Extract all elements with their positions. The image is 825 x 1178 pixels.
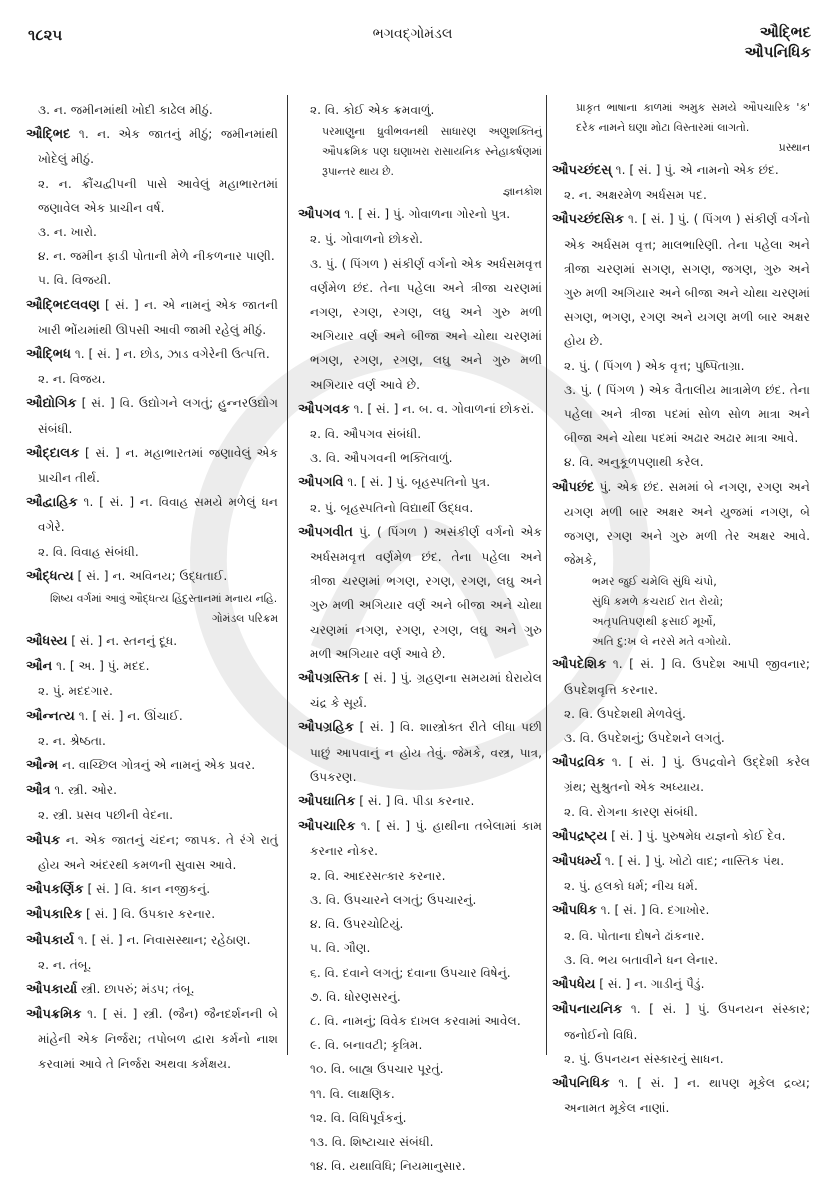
- definition: ૫. વિ. વિજયી.: [38, 273, 112, 288]
- definition: ૨. ન. વિજય.: [38, 372, 106, 387]
- sense-line: [26, 268, 278, 292]
- sense-line: [298, 422, 542, 446]
- sense-line: [298, 1057, 542, 1081]
- dictionary-entry: [298, 202, 542, 227]
- definition: ૧. [ સં. ] પું. ગોવાળના ગોરનો પુત્ર.: [340, 207, 511, 222]
- dictionary-entry: [298, 470, 542, 495]
- dictionary-entry: [26, 342, 278, 367]
- dictionary-entry: [26, 441, 278, 490]
- definition: ૨. વિ. ઔપગવ સંબંધી.: [310, 427, 422, 442]
- sense-line: [26, 803, 278, 827]
- definition: ૧. [ સં. ] વિ. દગાખોર.: [596, 903, 710, 918]
- sense-line: [298, 252, 542, 397]
- definition: ૨. ન. શ્રેષ્ઠતા.: [38, 733, 106, 748]
- definition: ૪. વિ. ઉપરચોટિયું.: [310, 917, 404, 932]
- headword: ઔપગવીત: [298, 524, 353, 540]
- sense-line: [552, 450, 810, 474]
- headword: ઔત્ર: [26, 783, 51, 799]
- definition: ૧૩. વિ. શિષ્ટાચાર સંબંધી.: [310, 1134, 434, 1149]
- headword: ઔપનાયનિક: [552, 1002, 623, 1018]
- dictionary-entry: [26, 977, 278, 1002]
- quote-text: શિષ્ય વર્ગમાં આવું ઔદ્ધત્ય હિંદુસ્તાનમાં મનાય નહિ.: [50, 592, 278, 606]
- sense-line: [552, 1047, 810, 1071]
- sense-line: [298, 912, 542, 936]
- dictionary-entry: [26, 928, 278, 953]
- sense-line: [552, 378, 810, 451]
- citation-quote: [26, 589, 278, 629]
- sense-line: [298, 227, 542, 251]
- definition: [ સં. ] વિ. કાન નજીકનું.: [83, 882, 211, 897]
- page-number: ૧૮૨૫: [28, 26, 63, 44]
- sense-line: [298, 936, 542, 960]
- sense-line: [552, 800, 810, 824]
- definition: [ સં. ] વિ. ઉપકાર કરનાર.: [82, 907, 216, 922]
- dictionary-entry: [298, 397, 542, 422]
- definition: ૧. [ સં. ] ન. ઊંચાઈ.: [74, 708, 183, 723]
- sense-line: [298, 1154, 542, 1178]
- dictionary-entry: [298, 520, 542, 666]
- headword: ઔદ્ભિદલવણ: [26, 297, 100, 313]
- definition: ૩. વિ. ભય બતાવીને ધન લેનાર.: [564, 952, 719, 967]
- dictionary-entry: [26, 490, 278, 539]
- column-1: [26, 98, 278, 1076]
- headword: ઔપકર્ણિક: [26, 882, 84, 898]
- sense-line: [298, 985, 542, 1009]
- sense-line: [26, 953, 278, 977]
- quote-text: પરમાણુના ધ્રુવીભવનથી સાધારણ અણુશક્તિનું ઔપક્રમિક પણ ઘણાખરા રાસાયનિક સ્નેહાકર્ષણમાં રૂપાન્તર થાય છે.: [322, 125, 542, 179]
- definition: ૩. ન. જમીનમાંથી ખોદી કાઢેલ મીઠું.: [38, 103, 213, 117]
- definition: ૧૨. વિ. વિધિપૂર્વકનું.: [310, 1110, 407, 1125]
- definition: ૧. [ સં. ] સ્ત્રી. (જૈન) જૈનદર્શનની બે માંહેની એક નિર્જરા; તપોબળ દ્વારા કર્મનો નાશ કરવામાં આવે તે નિર્જરા અથવા કર્મક્ષય.: [38, 1007, 278, 1071]
- dictionary-entry: [26, 902, 278, 927]
- definition: ૫. વિ. ગૌણ.: [310, 941, 371, 956]
- sense-line: [26, 367, 278, 391]
- definition: [ સં. ] વિ. શાસ્ત્રોક્ત રીતે લીધા પછી પાછું આપવાનું ન હોય તેવું. જેમકે, વસ્ત્ર, પાત્ર, ઉપકરણ.: [310, 720, 542, 784]
- dictionary-entry: [26, 753, 278, 778]
- sense-line: [552, 726, 810, 750]
- definition: ૪. વિ. અનુકૂળપણાથી કરેલ.: [564, 455, 704, 470]
- sense-line: [552, 924, 810, 948]
- dictionary-entry: [552, 750, 810, 799]
- definition: ન. એક જાતનું ચંદન; જાપક. તે રંગે રાતું હોય અને અંદરથી કમળની સુવાસ આવે.: [38, 832, 278, 872]
- definition: પું. ( પિંગળ ) અસંકીર્ણ વર્ગનો એક અર્ધસમવૃત્ત વર્ણમેળ છંદ. તેના પહેલા અને ત્રીજા ચરણમાં ભગણ, રગણ, રગણ, લઘુ અને ગુરુ મળી અગિયાર વર્ણ અને બીજા અને ચોથા ચરણમાં નગણ, રગણ, રગણ, લઘુ અને ગુરુ મળી અગિયાર વર્ણ આવે છે.: [310, 524, 542, 661]
- definition: ૩. પું. ( પિંગળ ) સંકીર્ણ વર્ગનો એક અર્ધસમવૃત્ત વર્ણમેળ છંદ. તેના પહેલા અને ત્રીજા ચરણમાં નગણ, રગણ, રગણ, લઘુ અને ગુરુ મળી અગિયાર વર્ણ અને બીજા અને ચોથા ચરણમાં ભગણ, રગણ, રગણ, લઘુ અને ગુરુ મળી અગિયાર વર્ણ આવે છે.: [310, 256, 542, 392]
- column-3: [552, 98, 810, 1120]
- definition: ૩. વિ. ઉપદેશનું; ઉપદેશને લગતું.: [564, 731, 725, 746]
- definition: ૧. [ સં. ] ન. વિવાહ સમયે મળેલું ધન વગેરે.: [38, 495, 278, 535]
- sense-line: [298, 961, 542, 985]
- dictionary-entry: [552, 849, 810, 874]
- verse-line: [552, 632, 810, 652]
- headword: ઔપચ્છંદસ્: [552, 163, 612, 178]
- definition: ૧. [ સં. ] ન. બ. વ. ગોવાળનાં છોકરાં.: [349, 401, 535, 416]
- dictionary-entry: [26, 391, 278, 440]
- definition: [ સં. ] ન. સ્તનનું દૂધ.: [67, 634, 178, 649]
- dictionary-entry: [26, 877, 278, 902]
- guide-word-first: ઔદ્ભિદ: [759, 23, 811, 41]
- verse-text: ભમર જુઈ ચમેલિ સુંધિ ચંપો,: [592, 575, 717, 589]
- quote-text: પ્રાકૃત ભાષાના કાળમાં અમુક સમયે ઔપચારિક 'ક' દરેક નામને ઘણા મોટા વિસ્તારમાં લાગતો.: [576, 101, 810, 134]
- dictionary-entry: [298, 666, 542, 715]
- dictionary-entry: [552, 1071, 810, 1120]
- sense-line: [298, 446, 542, 470]
- headword: ઔપધર્મ્ય: [552, 854, 602, 870]
- definition: [ સં. ] વિ. પીડા કરનાર.: [355, 794, 475, 809]
- definition: [ સં. ] ન. એ નામનું એક જાતની ખારી ભોંયમાંથી ઊપસી આવી જામી રહેલું મીઠું.: [38, 297, 278, 337]
- column-divider: [287, 95, 288, 1055]
- column-2: [298, 98, 542, 1178]
- definition: ૧. [ અ. ] પું. મદદ.: [52, 659, 150, 674]
- dictionary-entry: [298, 814, 542, 863]
- dictionary-entry: [26, 564, 278, 589]
- verse-line: [552, 612, 810, 632]
- definition: ૨. વિ. વિવાહ સંબંધી.: [38, 544, 139, 559]
- definition: ૧. [ સં. ] ન. નિવાસસ્થાન; રહેઠાણ.: [73, 932, 251, 947]
- definition: ૩. વિ. ઔપગવની ભક્તિવાળું.: [310, 451, 453, 466]
- headword: ઔપકાર્યા: [26, 981, 78, 997]
- dictionary-entry: [26, 654, 278, 679]
- sense-line: [552, 948, 810, 972]
- dictionary-entry: [552, 158, 810, 183]
- sense-line: [26, 172, 278, 220]
- headword: ઔપદ્રવિક: [552, 755, 605, 771]
- definition: ૧. [ સં. ] પું. ઉપદ્રવોને ઉદ્દેશી કરેલ ગ્રંથ; સુશ્રુતનો એક અધ્યાય.: [564, 755, 810, 795]
- headword: ઔપકાર્ય: [26, 932, 74, 948]
- sense-line: [26, 729, 278, 753]
- definition: ૧૪. વિ. યથાવિધિ; નિયમાનુસાર.: [310, 1159, 466, 1174]
- sense-line: [26, 244, 278, 268]
- definition: [ સં. ] ન. ગાડીનું પૈડું.: [595, 977, 705, 992]
- definition: ૯. વિ. બનાવટી; કૃત્રિમ.: [310, 1038, 423, 1053]
- dictionary-entry: [552, 824, 810, 849]
- definition: ૨. પું. ગોવાળનો છોકરો.: [310, 232, 423, 247]
- verse-line: [552, 592, 810, 612]
- definition: ૨. પું. બૃહસ્પતિનો વિદ્યાર્થી ઉદ્ધવ.: [310, 500, 474, 515]
- quote-source: ગોમંડલ પરિક્રમ: [212, 612, 278, 626]
- definition: ૨. વિ. રોગના કારણ સંબંધી.: [564, 804, 698, 819]
- definition: ૩. પું. ( પિંગળ ) એક વૈતાલીય માત્રામેળ છંદ. તેના પહેલા અને ત્રીજા પદમાં સોળ સોળ માત્રા અને બીજા અને ચોથા પદમાં અઢાર અઢાર માત્રા આવે.: [564, 382, 810, 446]
- dictionary-entry: [552, 475, 810, 573]
- headword: ઔન્મ: [26, 758, 59, 774]
- headword: ઔપચારિક: [298, 819, 356, 835]
- headword: ઔદ્ભિધ: [26, 347, 71, 363]
- headword: ઔપદ્રષ્ટ્ય: [552, 828, 608, 844]
- definition: ૨. પું. હલકો ધર્મ; નીચ ધર્મ.: [564, 879, 698, 894]
- citation-quote: [552, 98, 810, 158]
- dictionary-entry: [26, 1002, 278, 1076]
- verse-text: અતૃપતિપણથી ફસાઈ મૂર્ખો,: [592, 615, 717, 629]
- headword: ઔપધેય: [552, 977, 596, 993]
- headword: ઔપગવ: [298, 207, 341, 223]
- headword: ઔપગ્રહિક: [298, 720, 354, 736]
- dictionary-entry: [26, 704, 278, 729]
- definition: ન. વાચ્છિલ ગોત્રનું એ નામનું એક પ્રવર.: [58, 758, 256, 773]
- sense-line: [298, 1033, 542, 1057]
- headword: ઔપઘાતિક: [298, 794, 356, 810]
- sense-line: [26, 540, 278, 564]
- definition: ૧. [ સં. ] ન. છોડ, ઝાડ વગેરેની ઉત્પત્તિ.: [70, 347, 270, 362]
- quote-source: પ્રસ્થાન: [778, 141, 810, 154]
- headword: ઔપગવિ: [298, 475, 344, 491]
- definition: ૧. સ્ત્રી. ઓર.: [50, 783, 118, 798]
- definition: ૨. ન. ક્રૌંચદ્વીપની પાસે આવેલું મહાભારતમાં જણાવેલ એક પ્રાચીન વર્ષ.: [38, 176, 278, 215]
- definition: ૨. વિ. આદરસત્કાર કરનાર.: [310, 868, 446, 883]
- headword: ઔપક્રમિક: [26, 1007, 82, 1023]
- guide-words: [745, 22, 811, 62]
- dictionary-entry: [552, 898, 810, 923]
- headword: ઔદ્વાહિક: [26, 495, 78, 511]
- headword: ઔપધિક: [552, 903, 597, 919]
- verse-text: અતિ દુ:ખ લે નરસે મતે વગોયો.: [592, 635, 732, 649]
- sense-line: [26, 679, 278, 703]
- definition: ૨. વિ. ઉપદેશથી મેળવેલું.: [564, 706, 686, 721]
- definition: ૮. વિ. નામનું; વિવેક દાખલ કરવામાં આવેલ.: [310, 1013, 521, 1028]
- sense-line: [552, 874, 810, 898]
- headword: ઔધસ્ય: [26, 634, 68, 650]
- sense-line: [552, 183, 810, 207]
- dictionary-entry: [298, 789, 542, 814]
- definition: [ સં. ] ન. અવિનય; ઉદ્ધતાઈ.: [73, 568, 228, 583]
- definition: ૧. [ સં. ] પું. બૃહસ્પતિનો પુત્ર.: [343, 475, 491, 490]
- headword: ઔપક: [26, 832, 61, 848]
- dictionary-entry: [26, 828, 278, 877]
- dictionary-entry: [26, 293, 278, 342]
- headword: ઔદ્ભિદ: [26, 127, 71, 143]
- definition: ૩. ન. ખારો.: [38, 225, 97, 240]
- sense-line: [298, 496, 542, 520]
- definition: ૨. ન. તંબૂ.: [38, 957, 92, 972]
- headword: ઔન: [26, 659, 53, 675]
- verse-line: [552, 572, 810, 592]
- definition: ૨. પું. ( પિંગળ ) એક વૃત્ત; પુષ્પિતાગ્રા.: [564, 358, 745, 373]
- definition: ૧. [ સં. ] પું. એ નામનો એક છંદ.: [611, 163, 779, 177]
- sense-line: [298, 98, 542, 122]
- dictionary-entry: [26, 629, 278, 654]
- dictionary-entry: [26, 122, 278, 171]
- headword: ઔદ્ધત્ય: [26, 568, 74, 584]
- headword: ઔપગવક: [298, 401, 350, 417]
- citation-quote: [298, 122, 542, 202]
- headword: ઔપગ્રસ્તિક: [298, 671, 360, 687]
- definition: [ સં. ] ન. મહાભારતમાં જણાવેલું એક પ્રાચીન તીર્થ.: [38, 445, 278, 486]
- definition: ૧. [ સં. ] પું. ( પિંગળ ) સંકીર્ણ વર્ગનો એક અર્ધસમ વૃત્ત; માલભારિણી. તેના પહેલા અને ત્રીજા ચરણમાં સગણ, સગણ, જગણ, ગુરુ અને ગુરુ મળી અગિયાર અને બીજા અને ચોથા ચરણમાં સગણ, ભગણ, રગણ અને યગણ મળી બાર અક્ષર હોય છે.: [564, 212, 810, 349]
- definition: ૧. [ સં. ] પું. ઉપનયન સંસ્કાર; જનોઈનો વિધિ.: [564, 1002, 810, 1042]
- definition: ૨. સ્ત્રી. પ્રસવ પછીની વેદના.: [38, 808, 173, 823]
- sense-line: [298, 1130, 542, 1154]
- definition: સ્ત્રી. છાપરું; મંડપ; તંબૂ.: [77, 981, 195, 996]
- sense-line: [552, 354, 810, 378]
- definition: પું. એક છંદ. સમમાં બે નગણ, રગણ અને યગણ મળી બાર અક્ષર અને યુજમાં નગણ, બે જગણ, રગણ અને ગુરુ મળી તેર અક્ષર આવે. જેમકે,: [564, 479, 810, 568]
- sense-line: [298, 888, 542, 912]
- dictionary-entry: [552, 207, 810, 353]
- definition: ૧૦. વિ. બાહ્ય ઉપચાર પૂરતું.: [310, 1062, 444, 1077]
- headword: ઔપકારિક: [26, 907, 83, 923]
- headword: ઔપદેશિક: [552, 657, 607, 673]
- definition: ૧૧. વિ. લાક્ષણિક.: [310, 1086, 395, 1101]
- headword: ઔપછંદ: [552, 479, 595, 495]
- dictionary-entry: [552, 972, 810, 997]
- headword: ઔન્નત્ય: [26, 708, 75, 724]
- sense-line: [298, 864, 542, 888]
- quote-source: જ્ઞાનકોશ: [502, 185, 542, 199]
- definition: ૧. ન. એક જાતનું મીઠું; જમીનમાંથી ખોદેલું મીઠું.: [38, 127, 278, 167]
- guide-word-last: ઔપનિધિક: [744, 43, 811, 61]
- definition: ૧. [ સં. ] ન. થાપણ મૂકેલ દ્રવ્ય; અનામત મૂકેલ નાણાં.: [564, 1075, 810, 1116]
- column-divider: [546, 95, 547, 1055]
- definition: ૭. વિ. ધોરણસરનું.: [310, 989, 401, 1004]
- definition: ૨. પું. મદદગાર.: [38, 684, 113, 699]
- dictionary-entry: [26, 778, 278, 803]
- definition: ૧. [ સં. ] પું. ખોટો વાદ; નાસ્તિક પંથ.: [601, 854, 785, 869]
- headword: ઔપચ્છંદસિક: [552, 212, 624, 228]
- running-title: ભગવદ્ગોમંડલ: [372, 26, 453, 42]
- definition: [ સં. ] પું. પુરુષમેધ યજ્ઞનો કોઈ દેવ.: [607, 828, 786, 843]
- sense-line: [552, 702, 810, 726]
- definition: ૨. વિ. કોઈ એક ક્રમવાળું.: [310, 103, 435, 117]
- definition: ૧. [ સં. ] પું. હાથીના તબેલામાં કામ કરનાર નોકર.: [310, 819, 542, 859]
- definition: ૩. વિ. ઉપચારને લગતું; ઉપચારનું.: [310, 892, 477, 907]
- dictionary-entry: [298, 715, 542, 789]
- sense-line: [298, 1082, 542, 1106]
- sense-line: [298, 1106, 542, 1130]
- definition: ૧. [ સં. ] વિ. ઉપદેશ આપી જીવનાર; ઉપદેશવૃત્તિ કરનાર.: [564, 657, 810, 697]
- dictionary-entry: [552, 997, 810, 1046]
- definition: ૨. પું. ઉપનયન સંસ્કારનું સાધન.: [564, 1051, 724, 1066]
- definition: ૨. વિ. પોતાના દોષને ઢાંકનાર.: [564, 928, 705, 943]
- headword: ઔદ્યોગિક: [26, 396, 77, 412]
- dictionary-entry: [552, 652, 810, 701]
- definition: [ સં. ] પું. ગ્રહણના સમયમાં ઘેરાયેલ ચંદ્ર કે સૂર્ય.: [310, 671, 542, 711]
- headword: ઔપનિધિક: [552, 1075, 610, 1091]
- sense-line: [298, 1009, 542, 1033]
- definition: ૨. ન. અક્ષરમેળ અર્ધસમ પદ.: [564, 188, 707, 203]
- sense-line: [26, 220, 278, 244]
- headword: ઔદ્દાલક: [26, 445, 80, 461]
- sense-line: [26, 98, 278, 122]
- definition: ૬. વિ. દવાને લગતું; દવાના ઉપચાર વિષેનું.: [310, 965, 511, 980]
- verse-text: સુંધિ કમળે કચરાઈ રાત રોયો;: [592, 595, 724, 609]
- definition: [ સં. ] વિ. ઉદ્યોગને લગતું; હુન્નરઉદ્યોગ સંબંધી.: [38, 396, 278, 436]
- definition: ૪. ન. જમીન ફાડી પોતાની મેળે નીકળનાર પાણી.: [38, 249, 275, 264]
